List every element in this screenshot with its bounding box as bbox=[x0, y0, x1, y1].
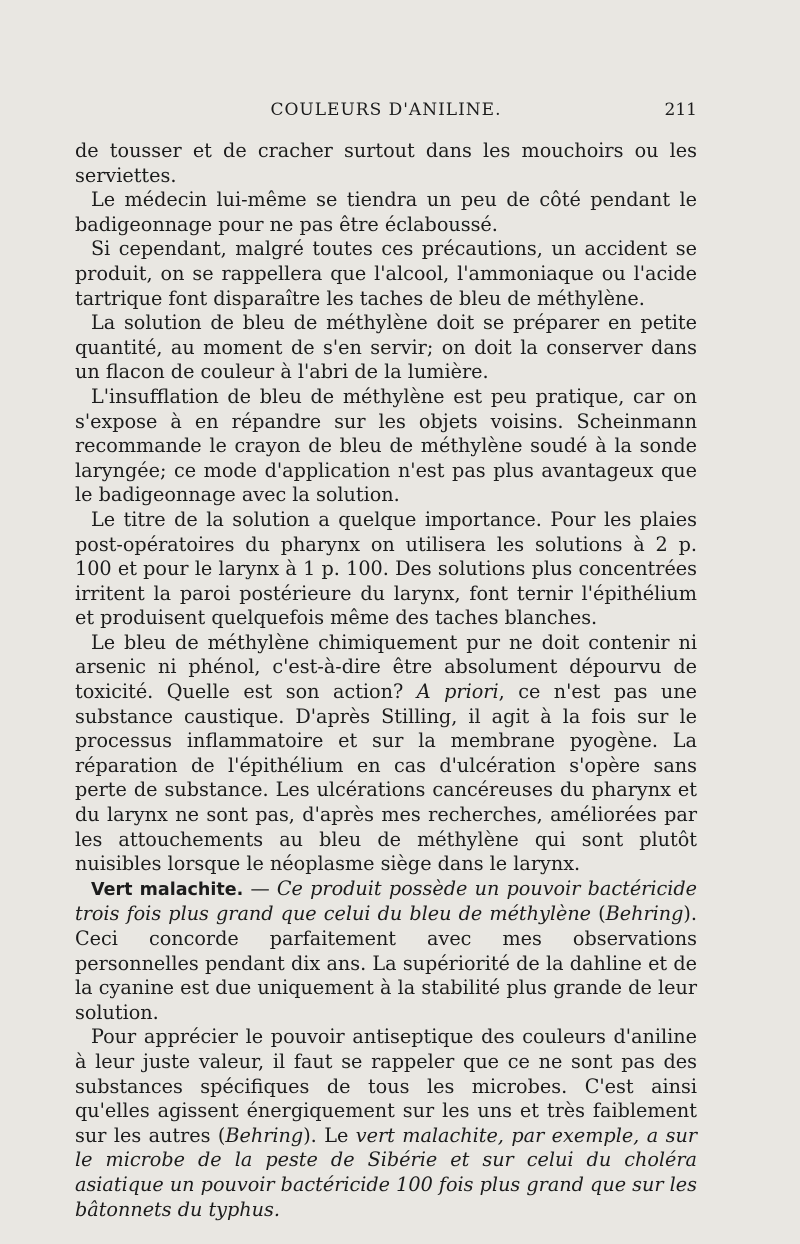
paragraph: L'insufflation de bleu de méthylène est peu pratique, car on s'expose à en répandre sur les objets voisins. Scheinmann recommande le crayon de bleu de méthylène soudé à la sonde laryngée; ce mode d'application n'est pas plus avantageux que le badigeonnage avec la solution. bbox=[75, 384, 697, 507]
running-title: COULEURS D'ANILINE. bbox=[270, 100, 502, 120]
paragraph bbox=[75, 877, 697, 1026]
paragraph-text: Pour apprécier le pouvoir antiseptique des couleurs d'aniline à leur juste valeur, il faut se rappeler que ce ne sont pas des substances spécifiques de tous les microbes. C'est ainsi qu'elles agissent énergiquement sur les uns et très faiblement sur les autres ( bbox=[75, 1025, 697, 1147]
running-head bbox=[75, 100, 697, 126]
italic-phrase: A priori bbox=[416, 680, 499, 704]
paragraph bbox=[75, 631, 697, 877]
paragraph: de tousser et de cracher surtout dans les mouchoirs ou les serviettes. bbox=[75, 139, 697, 187]
paragraph: La solution de bleu de méthylène doit se préparer en petite quantité, au moment de s'en servir; on doit la conserver dans un flacon de couleur à l'abri de la lumière. bbox=[75, 311, 697, 384]
paragraph: Le titre de la solution a quelque importance. Pour les plaies post-opératoires du pharynx on utilisera les solutions à 2 p. 100 et pour le larynx à 1 p. 100. Des solutions plus concentrées irritent la paroi postérieure du larynx, font ternir l'épithélium et produisent quelquefois même des taches blanches. bbox=[75, 507, 697, 630]
paragraph bbox=[75, 1025, 697, 1222]
paragraph-text: , ce n'est pas une substance caustique. D'après Stilling, il agit à la fois sur le processus inflammatoire et sur la membrane pyogène. La réparation de l'épithélium en cas d'ulcération s'opère sans perte de substance. Les ulcérations cancéreuses du pharynx et du larynx ne sont pas, d'après mes recherches, améliorées par les attouchements au bleu de méthylène qui sont plutôt nuisibles lorsque le néoplasme siège dans le larynx. bbox=[75, 680, 697, 876]
paragraph: Le médecin lui-même se tiendra un peu de côté pendant le badigeonnage pour ne pas être éclaboussé. bbox=[75, 188, 697, 236]
italic-phrase: vert malachite, par exemple, a sur le microbe de la peste de Sibérie et sur celui du choléra asiatique un pouvoir bactéricide 100 fois plus grand que sur les bâtonnets du typhus. bbox=[75, 1123, 697, 1221]
section-heading: Vert malachite. bbox=[91, 879, 244, 900]
paragraph-text: Le bleu de méthylène chimiquement pur ne doit contenir ni arsenic ni phénol, c'est-à-dire être absolument dépourvu de toxicité. Quelle est son action? bbox=[75, 630, 697, 704]
body-text bbox=[75, 139, 697, 1222]
paragraph: Si cependant, malgré toutes ces précautions, un accident se produit, on se rappellera que l'alcool, l'ammoniaque ou l'acide tartrique font disparaître les taches de bleu de méthylène. bbox=[75, 237, 697, 310]
paragraph-text: ). Le bbox=[303, 1123, 356, 1147]
italic-quote: Ce produit possède un pouvoir bactéricide trois fois plus grand que celui du bleu de méthylène bbox=[75, 876, 697, 926]
citation: Behring bbox=[225, 1123, 304, 1147]
citation: Behring bbox=[605, 902, 684, 926]
em-dash: — bbox=[243, 876, 277, 900]
paragraph-text: ( bbox=[591, 902, 606, 926]
page-number: 211 bbox=[664, 100, 697, 120]
paragraph-text: ). Ceci concorde parfaitement avec mes observations personnelles pendant dix ans. La supériorité de la dahline et de la cyanine est due uniquement à la stabilité plus grande de leur solution. bbox=[75, 902, 697, 1024]
